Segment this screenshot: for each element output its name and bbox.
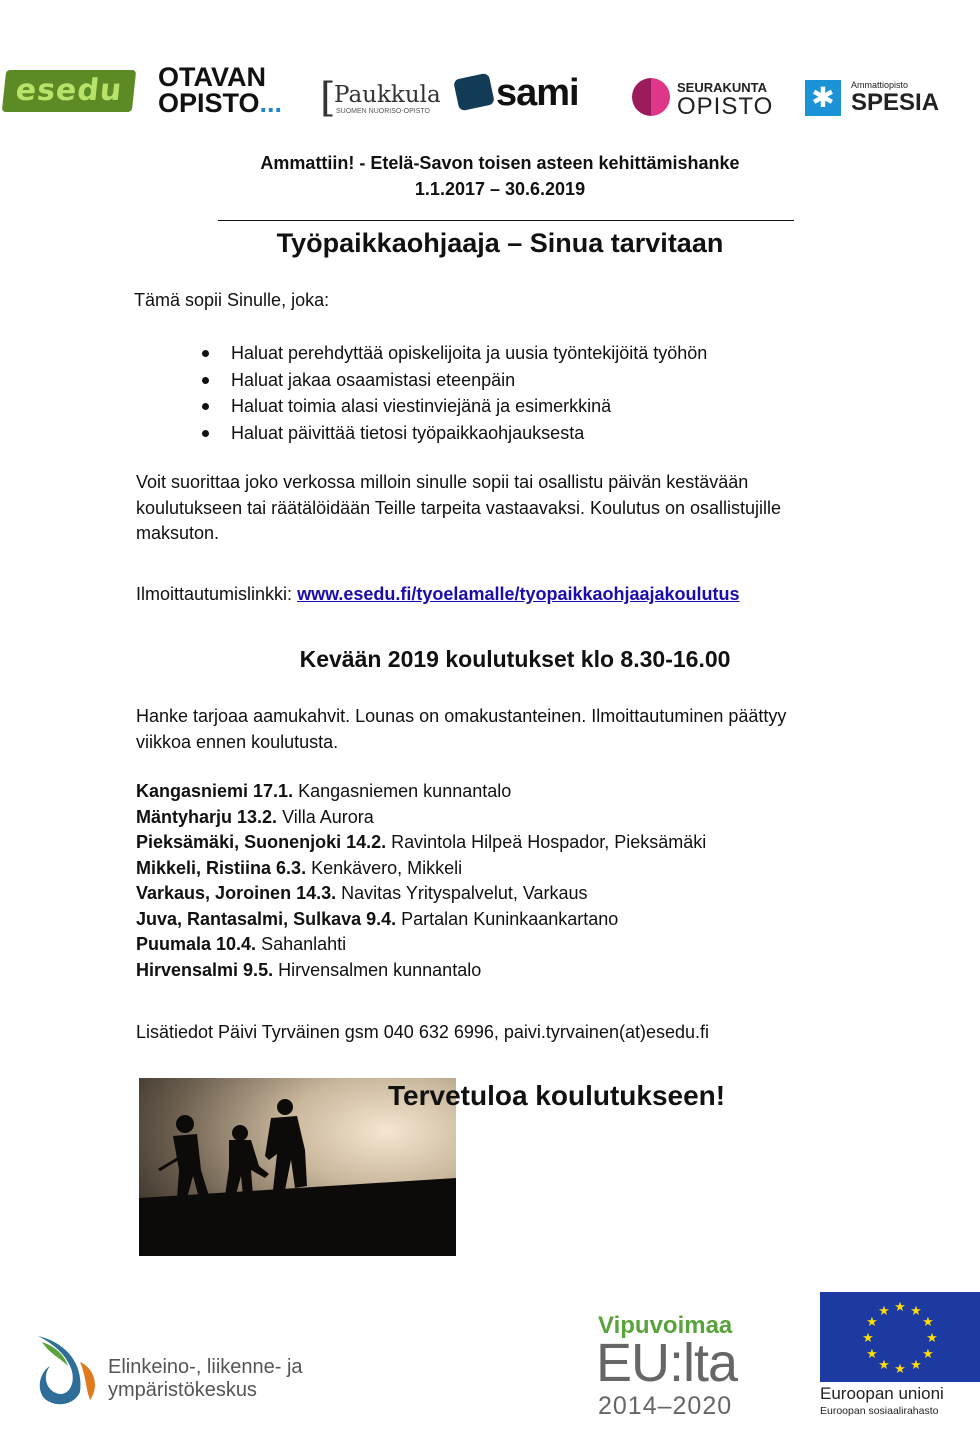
svg-text:★: ★ xyxy=(922,1347,934,1362)
svg-text:★: ★ xyxy=(878,1358,890,1373)
bullet-icon xyxy=(202,350,209,357)
svg-text:★: ★ xyxy=(926,1331,938,1346)
svg-text:★: ★ xyxy=(866,1347,878,1362)
schedule-item: Puumala 10.4. Sahanlahti xyxy=(136,934,347,954)
paragraph-line: Voit suorittaa joko verkossa milloin sinulle sopii tai osallistu päivän kestävään xyxy=(136,472,749,492)
ely-keskus-logo xyxy=(34,1332,334,1412)
eu-stars-icon xyxy=(820,1292,980,1382)
vipu-line1: Vipuvoimaa xyxy=(598,1312,733,1339)
svg-text:★: ★ xyxy=(862,1331,874,1346)
paragraph-line: koulutukseen tai räätälöidään Teille tarpeita vastaavaksi. Koulutus on osallistujille xyxy=(136,497,782,518)
benefit-list xyxy=(200,340,707,446)
welcome-text: Tervetuloa koulutukseen! xyxy=(388,1080,726,1111)
svg-text:★: ★ xyxy=(878,1304,890,1319)
ely-line2: ympäristökeskus xyxy=(108,1379,257,1401)
eu-line1: Euroopan unioni xyxy=(820,1384,944,1403)
svg-text:★: ★ xyxy=(866,1315,878,1330)
sami-logo xyxy=(456,72,596,116)
seurakunta-line1: SEURAKUNTA xyxy=(677,80,768,95)
eu-logo xyxy=(820,1292,980,1422)
schedule-list xyxy=(136,779,706,983)
spesia-star-icon: ✱ xyxy=(805,80,841,116)
list-item: Haluat jakaa osaamistasi eteenpäin xyxy=(200,367,707,394)
registration-line xyxy=(136,582,740,608)
paukkula-logo xyxy=(320,75,445,122)
sami-badge-icon xyxy=(453,73,495,112)
seurakunta-mark-icon xyxy=(632,78,670,116)
bracket-icon: [ xyxy=(320,75,336,121)
contact-info: Lisätiedot Päivi Tyrväinen gsm 040 632 6996, paivi.tyrvainen(at)esedu.fi xyxy=(136,1022,710,1042)
eu-line2: Euroopan sosiaalirahasto xyxy=(820,1405,939,1417)
schedule-item: Varkaus, Joroinen 14.3. Navitas Yrityspalvelut, Varkaus xyxy=(136,883,588,903)
registration-label: Ilmoittautumislinkki: xyxy=(136,584,293,604)
header-divider xyxy=(218,220,794,221)
svg-text:★: ★ xyxy=(922,1315,934,1330)
seurakunta-line2: OPISTO xyxy=(677,93,774,120)
description-paragraph xyxy=(136,470,846,547)
seurakuntaopisto-logo xyxy=(632,78,792,122)
ely-line1: Elinkeino-, liikenne- ja xyxy=(108,1356,303,1378)
schedule-item: Pieksämäki, Suonenjoki 14.2. Ravintola Hilpeä Hospador, Pieksämäki xyxy=(136,832,707,852)
schedule-item: Mikkeli, Ristiina 6.3. Kenkävero, Mikkeli xyxy=(136,857,463,878)
schedule-item: Mäntyharju 13.2. Villa Aurora xyxy=(136,806,374,827)
ely-emblem-icon xyxy=(34,1332,104,1412)
paragraph-line: Hanke tarjoaa aamukahvit. Lounas on omakustanteinen. Ilmoittautuminen päättyy xyxy=(136,706,787,726)
spesia-line1: Ammattiopisto xyxy=(851,80,909,90)
paragraph-line: maksuton. xyxy=(136,523,220,543)
bullet-icon xyxy=(202,430,209,437)
paukkula-name: Paukkula xyxy=(334,82,441,108)
vipu-line3: 2014–2020 xyxy=(598,1392,733,1420)
info-paragraph xyxy=(136,704,856,755)
svg-text:★: ★ xyxy=(894,1300,906,1315)
paragraph-line: viikkoa ennen koulutusta. xyxy=(136,731,339,752)
project-name: Ammattiin! - Etelä-Savon toisen asteen kehittämishanke xyxy=(260,153,740,173)
svg-text:★: ★ xyxy=(894,1362,906,1377)
schedule-heading: Kevään 2019 koulutukset klo 8.30-16.00 xyxy=(299,646,731,672)
list-item: Haluat toimia alasi viestinviejänä ja esimerkkinä xyxy=(200,393,707,420)
spesia-line2: SPESIA xyxy=(851,89,940,116)
registration-link[interactable]: www.esedu.fi/tyoelamalle/tyopaikkaohjaajakoulutus xyxy=(297,584,740,604)
svg-text:★: ★ xyxy=(910,1358,922,1373)
vipuvoimaa-logo xyxy=(598,1312,768,1422)
esedu-logo: esedu xyxy=(2,70,136,112)
ely-text xyxy=(108,1356,303,1402)
otava-line1: OTAVAN xyxy=(158,62,266,92)
schedule-item: Hirvensalmi 9.5. Hirvensalmen kunnantalo xyxy=(136,959,482,980)
paukkula-sub: SUOMEN NUORISO-OPISTO xyxy=(336,108,430,115)
schedule-item: Juva, Rantasalmi, Sulkava 9.4. Partalan Kuninkaankartano xyxy=(136,908,619,929)
bullet-icon xyxy=(202,403,209,410)
otavan-opisto-logo xyxy=(158,64,288,116)
otava-line2: OPISTO xyxy=(158,88,260,118)
eu-flag-icon xyxy=(820,1292,980,1382)
spesia-logo xyxy=(805,80,955,120)
bullet-icon xyxy=(202,377,209,384)
list-item: Haluat perehdyttää opiskelijoita ja uusia työntekijöitä työhön xyxy=(200,340,707,367)
svg-text:★: ★ xyxy=(910,1304,922,1319)
otava-dots: ... xyxy=(259,88,283,118)
sami-word: sami xyxy=(496,72,579,114)
schedule-item: Kangasniemi 17.1. Kangasniemen kunnantalo xyxy=(136,781,512,801)
list-item: Haluat päivittää tietosi työpaikkaohjauksesta xyxy=(200,420,707,447)
vipu-line2: EU:lta xyxy=(596,1333,738,1393)
page-title: Työpaikkaohjaaja – Sinua tarvitaan xyxy=(276,228,724,258)
project-dates: 1.1.2017 – 30.6.2019 xyxy=(414,179,586,199)
intro-text: Tämä sopii Sinulle, joka: xyxy=(134,290,330,310)
